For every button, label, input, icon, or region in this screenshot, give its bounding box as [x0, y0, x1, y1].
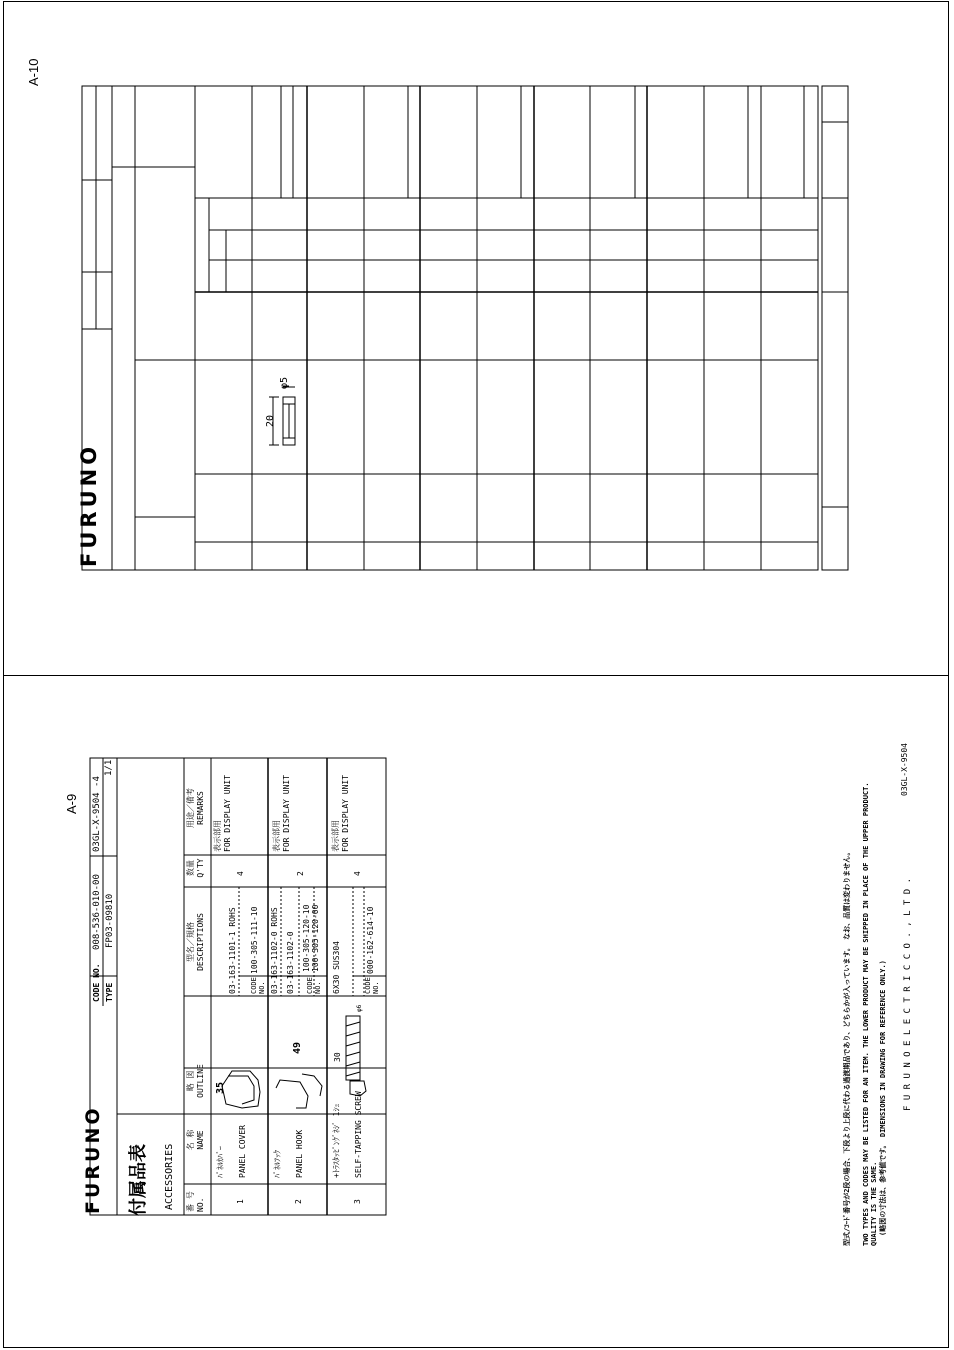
furuno-logo-lower: FURUNO — [82, 1105, 104, 1214]
furuno-logo-upper: FURUNO — [77, 442, 101, 567]
item-1-no: 1 — [236, 1199, 245, 1204]
note-dimensions: (略図の寸法は、参考値です。 DIMENSIONS IN DRAWING FOR REFERENCE ONLY.) — [879, 960, 887, 1236]
item-1-desc: 03-163-1101-1 ROHS — [228, 907, 237, 994]
title-jp: 付属品表 — [128, 1144, 149, 1216]
title-en: ACCESSORIES — [164, 1143, 175, 1210]
sheet-no: 1/1 — [104, 759, 114, 776]
fuse-diameter-label: φ5 — [279, 377, 290, 389]
item-2-no: 2 — [294, 1199, 303, 1204]
item-2-remarks: 表示部用 FOR DISPLAY UNIT — [272, 774, 291, 852]
header-name: 名 称 NAME — [186, 1129, 205, 1151]
item-1-code: 100-305-111-10 — [250, 906, 259, 974]
code-no-value: 008-536-010-00 — [92, 874, 102, 950]
fuse-length-label: 20 — [265, 414, 276, 427]
item-2-name: ﾊﾟﾈﾙﾌｯｸ PANEL HOOK — [273, 1129, 304, 1178]
company-name: F U R U N O E L E C T R I C C O . , L T D . — [903, 878, 913, 1111]
blank-form-grid — [4, 2, 950, 677]
item-1-code-label: CODE NO. — [250, 977, 266, 994]
page-a9 — [3, 675, 949, 1348]
header-qty: 数量 Q'TY — [186, 858, 205, 878]
item-3-no: 3 — [353, 1199, 362, 1204]
type-value: FP03-09810 — [105, 893, 115, 948]
item-2-desc: 03-163-1102-0 ROHS 03-163-1102-0 — [270, 907, 295, 994]
header-no: 番 号 NO. — [186, 1191, 205, 1212]
footer-code: 03GL-X-9504 — [900, 743, 909, 796]
item-3-qty: 4 — [353, 871, 362, 876]
code-no-label: CODE NO. — [92, 963, 101, 1002]
accessories-table — [4, 676, 950, 1349]
item-2-code: 100-305-120-10 100-305-120-00 — [302, 904, 320, 972]
header-remarks: 用途／備考 REMARKS — [186, 788, 205, 828]
note-en-2: QUALITY IS THE SAME. — [870, 1161, 878, 1246]
page-label: A-9 — [64, 793, 79, 814]
note-en-1: TWO TYPES AND CODES MAY BE LISTED FOR AN ITEM. THE LOWER PRODUCT MAY BE SHIPPED IN PLACE OF THE UPPER PRODUCT. — [862, 782, 870, 1246]
item-2-code-label: CODE NO. — [306, 977, 322, 994]
page-label: A-10 — [26, 58, 41, 86]
item-3-dim2: φ6 — [356, 1004, 363, 1012]
page-a10 — [3, 1, 949, 676]
header-desc: 型名／規格 DESCRIPTIONS — [186, 913, 205, 971]
item-3-remarks: 表示部用 FOR DISPLAY UNIT — [331, 774, 350, 852]
type-label: TYPE — [105, 982, 114, 1002]
item-1-dim: 35 — [215, 1081, 226, 1094]
note-jp: 型式/ｺｰﾄﾞ番号が2段の場合、下段より上段に代わる過渡期品であり、どちらかが入っています。 なお、品質は変わりません。 — [843, 848, 851, 1246]
item-1-qty: 4 — [236, 871, 245, 876]
item-1-name: ﾊﾟﾈﾙｶﾊﾞｰ PANEL COVER — [216, 1125, 247, 1178]
fuse-drawing — [259, 377, 319, 457]
item-2-qty: 2 — [296, 871, 305, 876]
item-3-name: +ﾄﾗｽﾀｯﾋﾟﾝｸﾞﾈｼﾞ 1ｼｭ SELF-TAPPING SCREW — [332, 1091, 363, 1178]
header-outline: 略 図 OUTLINE — [186, 1064, 205, 1098]
item-3-desc: 6X30 SUS304 — [332, 941, 341, 994]
item-1-remarks: 表示部用 FOR DISPLAY UNIT — [213, 774, 232, 852]
item-3-code: 000-162-614-10 — [366, 906, 375, 974]
doc-no: 03GL-X-9504 -4 — [92, 776, 102, 852]
item-3-dim: 30 — [333, 1052, 342, 1062]
item-2-dim: 49 — [292, 1041, 303, 1054]
item-3-code-label: CODE NO. — [364, 977, 380, 994]
